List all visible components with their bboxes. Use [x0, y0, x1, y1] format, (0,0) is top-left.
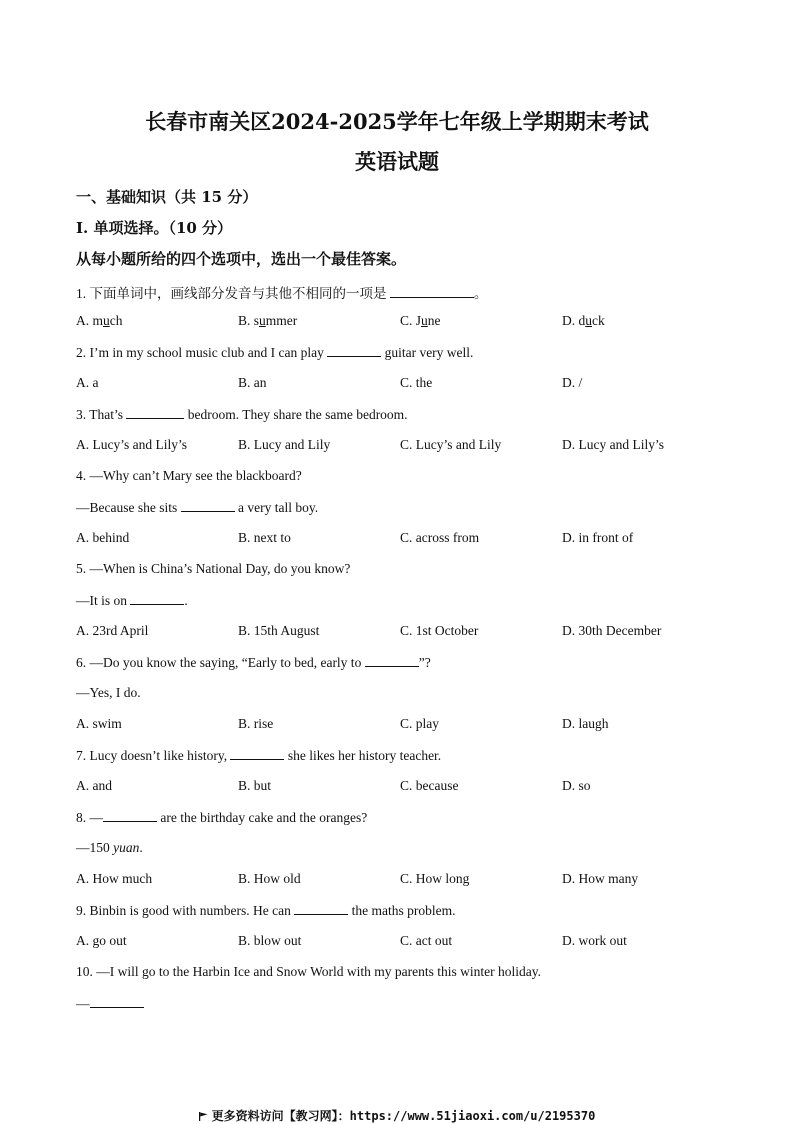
question-8-line-2: —150 yuan. [76, 840, 143, 855]
answer-blank [294, 902, 348, 915]
question-9-option-b: B. blow out [238, 933, 302, 948]
question-9-option-d: D. work out [562, 933, 627, 948]
question-6-line-2: —Yes, I do. [76, 685, 141, 700]
question-6-option-d: D. laugh [562, 716, 609, 731]
question-5-line-2: —It is on . [76, 593, 188, 608]
answer-blank [126, 406, 184, 419]
question-2-option-b: B. an [238, 375, 267, 390]
question-6-stem: 6. —Do you know the saying, “Early to bed, early to ”? [76, 655, 431, 670]
question-4-option-b: B. next to [238, 530, 291, 545]
answer-blank [390, 285, 474, 298]
question-3-option-a: A. Lucy’s and Lily’s [76, 437, 187, 452]
question-9-option-c: C. act out [400, 933, 453, 948]
question-4-option-d: D. in front of [562, 530, 634, 545]
question-1-option-a: A. much [76, 313, 123, 328]
question-2-option-c: C. the [400, 375, 433, 390]
section-heading: 一、基础知识（共 15 分） [76, 188, 258, 206]
answer-blank [130, 592, 184, 605]
question-1-stem: 1. 下面单词中，画线部分发音与其他不相同的一项是 。 [76, 286, 488, 301]
question-9-stem: 9. Binbin is good with numbers. He can the maths problem. [76, 903, 456, 918]
question-5-stem: 5. —When is China’s National Day, do you know? [76, 561, 351, 576]
question-4-stem: 4. —Why can’t Mary see the blackboard? [76, 468, 302, 483]
question-2-option-d: D. / [562, 375, 583, 390]
question-8-stem: 8. — are the birthday cake and the oranges? [76, 810, 368, 825]
answer-blank [103, 809, 157, 822]
question-4-option-c: C. across from [400, 530, 480, 545]
answer-blank [230, 747, 284, 760]
question-3-option-b: B. Lucy and Lily [238, 437, 331, 452]
footer-link[interactable]: 更多资料访问【教习网】：https://www.51jiaoxi.com/u/2195370 [0, 1107, 794, 1124]
exam-subject-title: 英语试题 [355, 149, 439, 174]
question-6-option-a: A. swim [76, 716, 122, 731]
instruction-text: 从每小题所给的四个选项中，选出一个最佳答案。 [76, 250, 407, 268]
question-7-option-c: C. because [400, 778, 459, 793]
question-5-option-a: A. 23rd April [76, 623, 149, 638]
question-8-option-b: B. How old [238, 871, 301, 886]
question-7-option-b: B. but [238, 778, 272, 793]
question-5-option-c: C. 1st October [400, 623, 479, 638]
question-10-line-2: — [76, 995, 144, 1012]
question-5-option-b: B. 15th August [238, 623, 320, 638]
answer-blank [181, 499, 235, 512]
question-3-stem: 3. That’s bedroom. They share the same bedroom. [76, 407, 408, 422]
question-7-option-a: A. and [76, 778, 112, 793]
question-2-option-a: A. a [76, 375, 99, 390]
question-1-option-d: D. duck [562, 313, 605, 328]
question-7-option-d: D. so [562, 778, 591, 793]
answer-blank [365, 654, 419, 667]
question-5-option-d: D. 30th December [562, 623, 662, 638]
subsection-heading: Ⅰ. 单项选择。（10 分） [76, 219, 233, 237]
question-3-option-c: C. Lucy’s and Lily [400, 437, 502, 452]
question-1-option-c: C. June [400, 313, 441, 328]
question-6-option-b: B. rise [238, 716, 274, 731]
question-10-stem: 10. —I will go to the Harbin Ice and Snow World with my parents this winter holiday. [76, 964, 541, 979]
question-8-option-a: A. How much [76, 871, 153, 886]
answer-blank [327, 344, 381, 357]
question-1-option-b: B. summer [238, 313, 298, 328]
exam-title: 长春市南关区2024-2025学年七年级上学期期末考试 [145, 109, 649, 134]
question-8-option-c: C. How long [400, 871, 470, 886]
question-4-option-a: A. behind [76, 530, 130, 545]
question-4-line-2: —Because she sits a very tall boy. [76, 500, 319, 515]
question-7-stem: 7. Lucy doesn’t like history, she likes her history teacher. [76, 748, 442, 763]
question-2-stem: 2. I’m in my school music club and I can play guitar very well. [76, 345, 474, 360]
question-9-option-a: A. go out [76, 933, 127, 948]
answer-blank [90, 995, 144, 1008]
question-6-option-c: C. play [400, 716, 439, 731]
question-8-option-d: D. How many [562, 871, 639, 886]
flag-icon [199, 1112, 208, 1121]
question-3-option-d: D. Lucy and Lily’s [562, 437, 664, 452]
